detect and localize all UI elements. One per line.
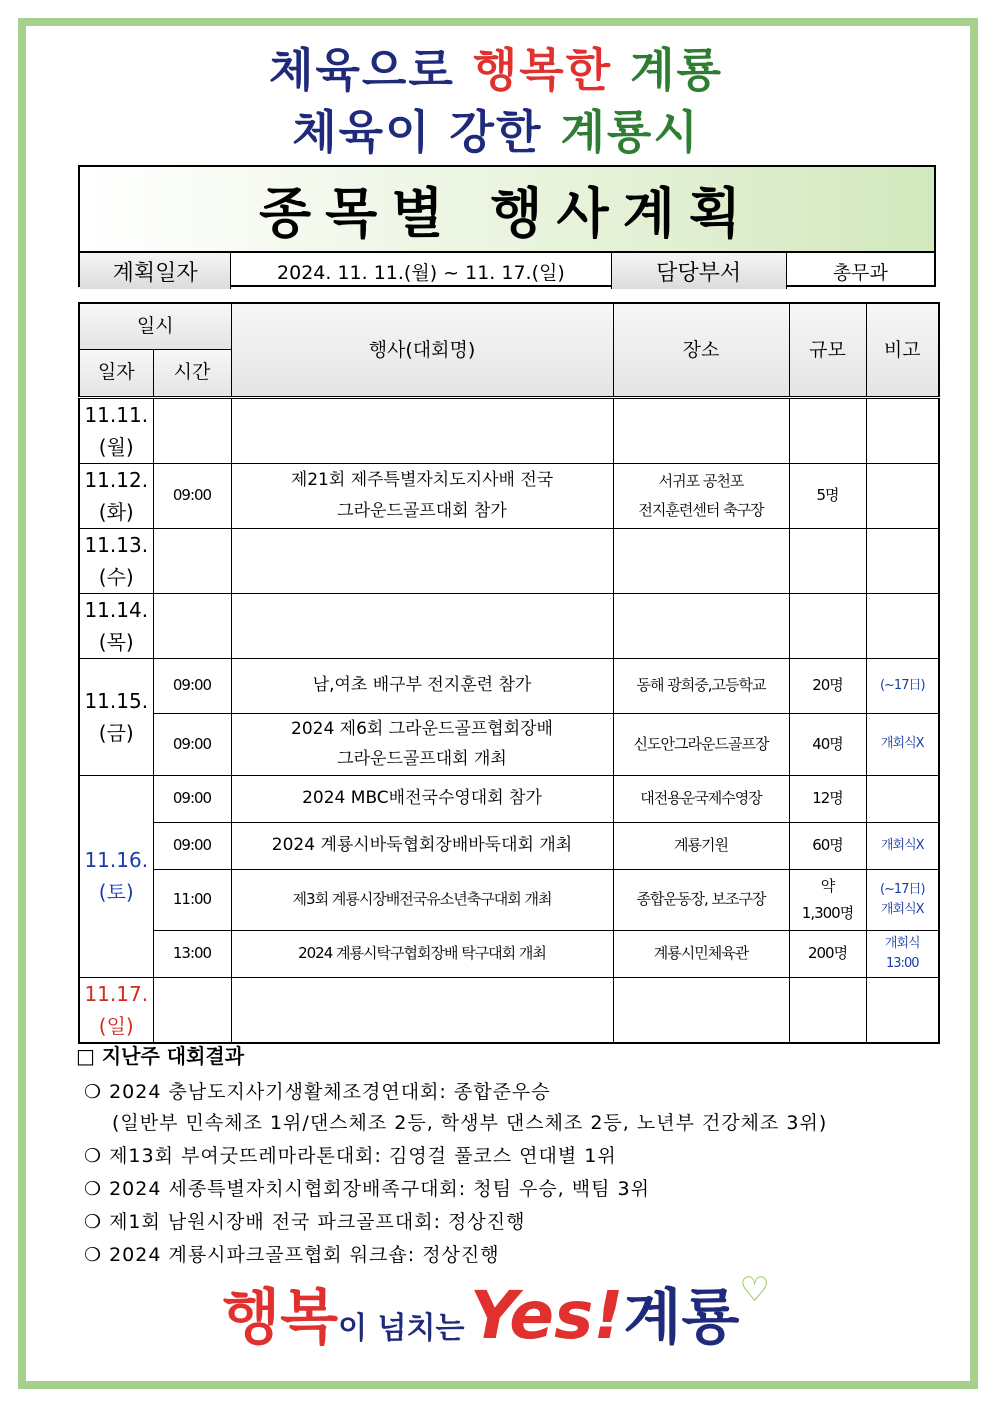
table-row: [79, 658, 939, 713]
heart-icon: ♡: [739, 1270, 770, 1310]
slogan-text: 체육으로: [269, 43, 455, 97]
time-cell: 09:00: [153, 775, 231, 822]
footer-logo-text: 행복: [222, 1283, 339, 1353]
date-cell: 11.15. (금): [79, 658, 153, 775]
header-time: 시간: [153, 349, 231, 397]
time-cell: 13:00: [153, 930, 231, 977]
header-event: 행사(대회명): [231, 303, 613, 397]
page-title: 종목별 행사계획: [259, 181, 755, 245]
info-row: [80, 253, 934, 289]
place-cell: 계룡시민체육관: [613, 930, 789, 977]
result-item: ❍ 2024 계룡시파크골프협회 워크숍: 정상진행: [84, 1244, 500, 1266]
event-cell: 제3회 계룡시장배전국유소년축구대회 개최: [231, 869, 613, 930]
result-item: ❍ 2024 세종특별자치시협회장배족구대회: 청팀 우승, 백팀 3위: [84, 1178, 650, 1200]
results-heading: □ 지난주 대회결과: [76, 1044, 245, 1068]
date-cell: 11.11. (월): [79, 397, 153, 463]
result-item: ❍ 제13회 부여굿뜨레마라톤대회: 김영걸 풀코스 연대별 1위: [84, 1145, 617, 1167]
footer-logo-text: Yes!: [470, 1277, 624, 1354]
scale-cell: 5명: [789, 463, 866, 528]
scale-cell: 60명: [789, 822, 866, 869]
slogan-text: 계룡시: [560, 105, 700, 159]
dept-label: 담당부서: [612, 253, 787, 289]
title-bar: [80, 167, 934, 253]
slogan-line-2: [0, 96, 992, 162]
note-cell: (~17日): [866, 658, 939, 713]
table-row: [79, 593, 939, 658]
slogan-line-1: [0, 34, 992, 100]
table-row: [79, 822, 939, 869]
date-cell: 11.16. (토): [79, 775, 153, 977]
date-cell: 11.12. (화): [79, 463, 153, 528]
event-cell: 남,여초 배구부 전지훈련 참가: [231, 658, 613, 713]
slogan-text: 체육이 강한: [292, 105, 543, 159]
place-cell: 신도안그라운드골프장: [613, 713, 789, 775]
date-cell: 11.17. (일): [79, 977, 153, 1043]
header-date: 일자: [79, 349, 153, 397]
table-row: [79, 713, 939, 775]
table-row: [79, 463, 939, 528]
footer-logo-text: 이 넘치는: [338, 1311, 465, 1346]
place-cell: 동해 광희중,고등학교: [613, 658, 789, 713]
note-cell: 개회식X: [866, 822, 939, 869]
footer-logo: [0, 1270, 992, 1356]
slogan-text: 행복한: [472, 43, 613, 97]
event-cell: 제21회 제주특별자치도지사배 전국 그라운드골프대회 참가: [231, 463, 613, 528]
result-item-detail: (일반부 민속체조 1위/댄스체조 2등, 학생부 댄스체조 2등, 노년부 건강체조 3위): [112, 1112, 828, 1134]
time-cell: 09:00: [153, 713, 231, 775]
table-row: [79, 528, 939, 593]
table-row: [79, 397, 939, 463]
header-datetime: 일시: [79, 303, 231, 349]
scale-cell: 20명: [789, 658, 866, 713]
plan-date-value: 2024. 11. 11.(월) ~ 11. 17.(일): [231, 253, 611, 289]
footer-logo-text: 계룡: [623, 1283, 740, 1353]
event-cell: 2024 계룡시바둑협회장배바둑대회 개최: [231, 822, 613, 869]
time-cell: 09:00: [153, 658, 231, 713]
event-cell: 2024 MBC배전국수영대회 참가: [231, 775, 613, 822]
table-row: [79, 869, 939, 930]
header-note: 비고: [866, 303, 939, 397]
title-box: [78, 165, 936, 287]
table-row: [79, 930, 939, 977]
place-cell: 계룡기원: [613, 822, 789, 869]
date-cell: 11.14. (목): [79, 593, 153, 658]
event-cell: 2024 제6회 그라운드골프협회장배 그라운드골프대회 개최: [231, 713, 613, 775]
result-item: ❍ 제1회 남원시장배 전국 파크골프대회: 정상진행: [84, 1211, 526, 1233]
note-cell: 개회식X: [866, 713, 939, 775]
dept-value: 총무과: [832, 261, 888, 284]
result-item: ❍ 2024 충남도지사기생활체조경연대회: 종합준우승: [84, 1081, 551, 1103]
scale-cell: 약 1,300명: [789, 869, 866, 930]
table-row: [79, 775, 939, 822]
schedule-table: [78, 302, 940, 1044]
time-cell: 11:00: [153, 869, 231, 930]
header-place: 장소: [613, 303, 789, 397]
date-cell: 11.13. (수): [79, 528, 153, 593]
note-cell: (~17日) 개회식X: [866, 869, 939, 930]
plan-date-label: 계획일자: [80, 253, 231, 289]
place-cell: 대전용운국제수영장: [613, 775, 789, 822]
header-scale: 규모: [789, 303, 866, 397]
results-section: [76, 1040, 946, 1267]
scale-cell: 12명: [789, 775, 866, 822]
scale-cell: 200명: [789, 930, 866, 977]
table-row: [79, 977, 939, 1043]
time-cell: 09:00: [153, 822, 231, 869]
event-cell: 2024 계룡시탁구협회장배 탁구대회 개최: [231, 930, 613, 977]
slogan-text: 계룡: [630, 43, 723, 97]
place-cell: 서귀포 공천포 전지훈련센터 축구장: [613, 463, 789, 528]
place-cell: 종합운동장, 보조구장: [613, 869, 789, 930]
note-cell: 개회식 13:00: [866, 930, 939, 977]
scale-cell: 40명: [789, 713, 866, 775]
time-cell: 09:00: [153, 463, 231, 528]
